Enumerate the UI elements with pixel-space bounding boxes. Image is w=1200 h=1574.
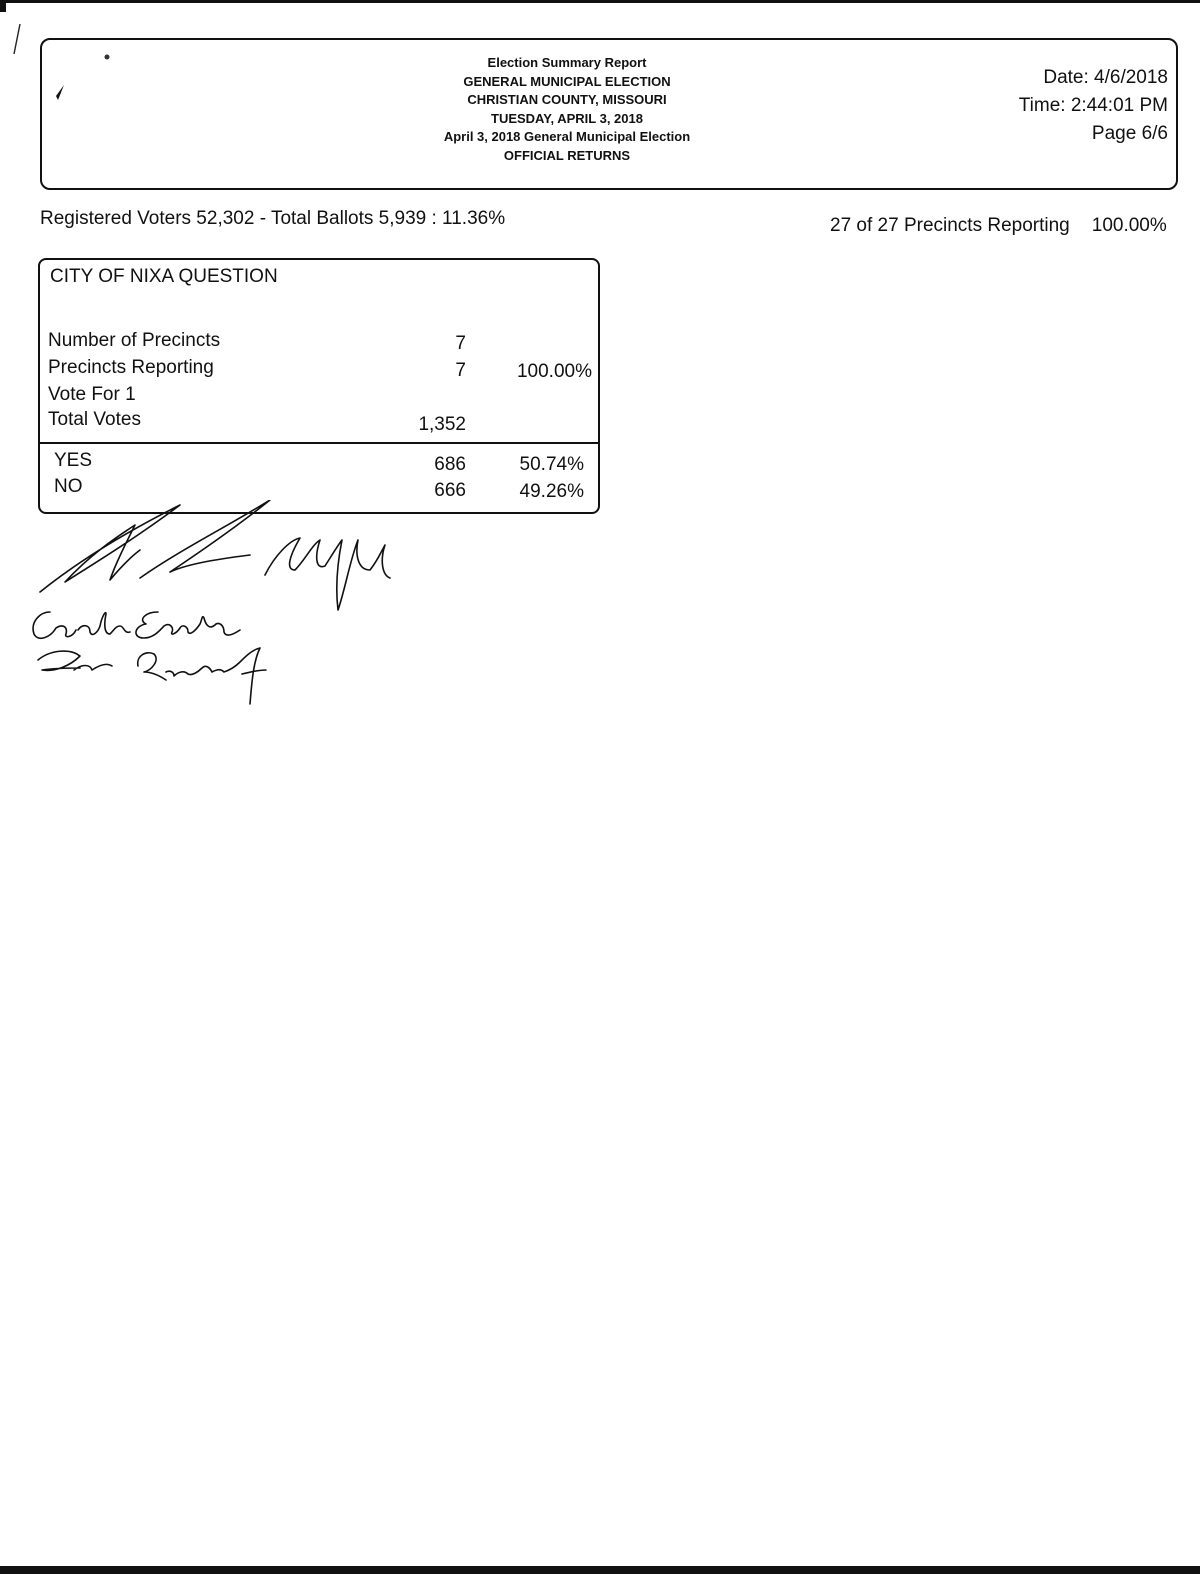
election-type: GENERAL MUNICIPAL ELECTION (463, 73, 671, 89)
scan-edge-bottom (0, 1566, 1200, 1574)
returns-status: OFFICIAL RETURNS (503, 147, 631, 163)
page-number: Page 6/6 (1091, 123, 1168, 144)
handwritten-signatures (20, 500, 400, 710)
choice-label: NO (54, 476, 83, 497)
election-name: April 3, 2018 General Municipal Election (443, 129, 691, 144)
scan-speck (52, 82, 70, 106)
row-label: Precincts Reporting (48, 357, 214, 378)
report-header (40, 38, 1178, 190)
row-value: 7 (455, 360, 466, 381)
choice-votes: 666 (434, 480, 466, 501)
report-meta (1019, 64, 1168, 148)
row-label: Total Votes (48, 409, 141, 430)
total-votes-row (40, 409, 598, 435)
scan-corner-mark (0, 0, 6, 12)
precincts-reporting-percent: 100.00% (1091, 215, 1167, 236)
report-heading (342, 54, 792, 165)
table-divider (40, 442, 598, 444)
registered-voters-summary: Registered Voters 52,302 - Total Ballots 5,939 : 11.36% (40, 208, 506, 229)
scan-stray-mark (10, 22, 24, 56)
report-title: Election Summary Report (487, 55, 647, 70)
vote-for-row (40, 384, 598, 410)
choice-percent: 50.74% (519, 454, 584, 475)
precincts-reporting-text: 27 of 27 Precincts Reporting (830, 215, 1070, 236)
choice-row-yes (40, 450, 598, 476)
report-date: Date: 4/6/2018 (1043, 67, 1168, 88)
row-value: 1,352 (418, 414, 466, 435)
contest-title: CITY OF NIXA QUESTION (50, 266, 278, 287)
scan-edge-top (0, 0, 1200, 3)
choice-row-no (40, 476, 598, 502)
row-value: 7 (455, 333, 466, 354)
row-percent: 100.00% (516, 361, 592, 382)
precincts-reporting-row (40, 357, 598, 383)
number-of-precincts-row (40, 330, 598, 356)
report-time: Time: 2:44:01 PM (1018, 95, 1168, 116)
scan-speck (100, 50, 114, 64)
row-label: Vote For 1 (48, 384, 136, 405)
row-label: Number of Precincts (48, 330, 221, 351)
choice-votes: 686 (434, 454, 466, 475)
election-day: TUESDAY, APRIL 3, 2018 (491, 110, 643, 126)
contest-box (38, 258, 600, 514)
precincts-reporting-summary (830, 215, 1167, 237)
county-name: CHRISTIAN COUNTY, MISSOURI (467, 92, 667, 107)
choice-percent: 49.26% (519, 481, 584, 502)
choice-label: YES (54, 450, 93, 471)
